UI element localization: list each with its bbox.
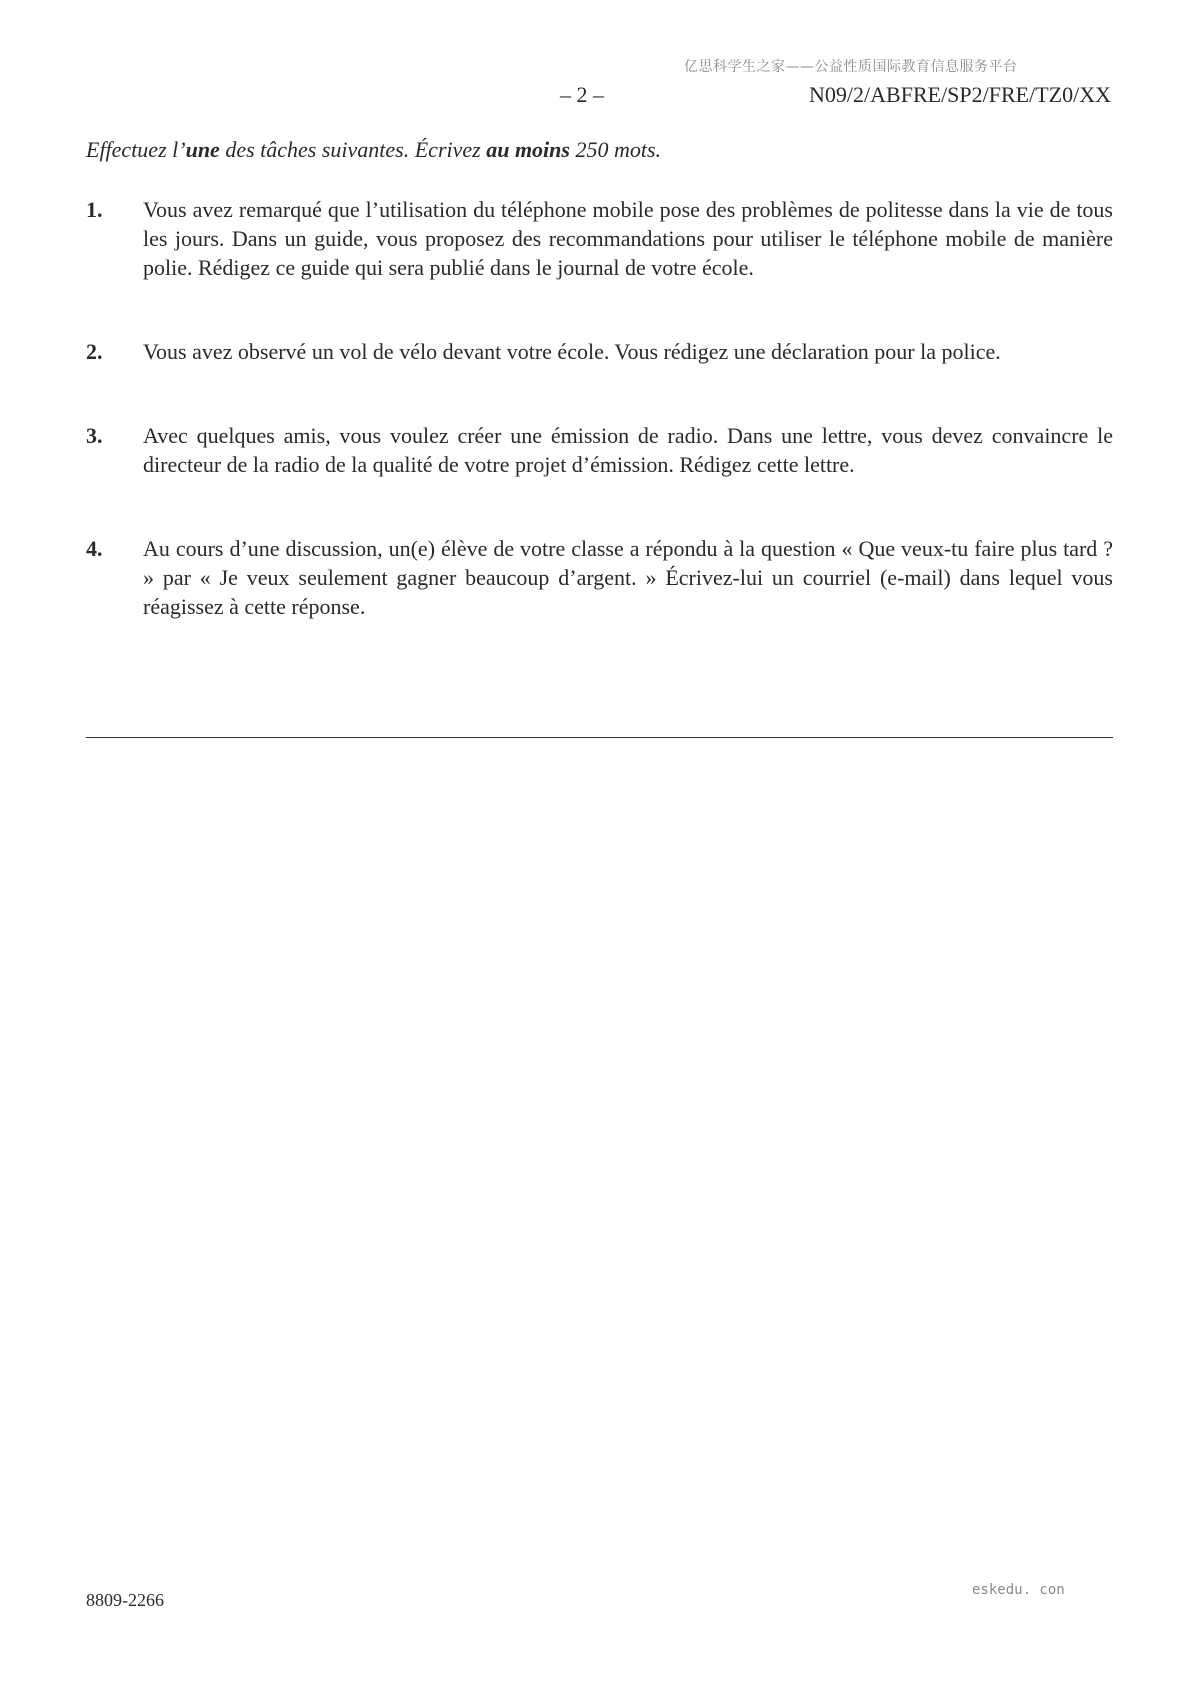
instruction-bold-1: une — [185, 137, 220, 162]
exam-code: N09/2/ABFRE/SP2/FRE/TZ0/XX — [809, 82, 1111, 107]
question-number: 4. — [86, 536, 103, 561]
horizontal-rule — [86, 737, 1113, 738]
bottom-watermark: eskedu. con — [972, 1582, 1065, 1598]
question-text: Au cours d’une discussion, un(e) élève de votre classe a répondu à la question « Que veux-tu faire plus tard ? » par « Je veux seulement gagner beaucoup d’argent. » Écrivez-lui un courriel (e-mail) dans lequel vous réagissez à cette réponse. — [143, 536, 1113, 619]
question-item — [86, 195, 1113, 282]
page-number: – 2 – — [560, 82, 604, 107]
instruction-part-2: des tâches suivantes. Écrivez — [219, 137, 487, 162]
footer-code: 8809-2266 — [86, 1590, 164, 1610]
question-text: Vous avez observé un vol de vélo devant votre école. Vous rédigez une déclaration pour la police. — [143, 339, 1001, 364]
question-number: 2. — [86, 339, 103, 364]
instruction-part-1: Effectuez l’ — [86, 137, 186, 162]
instruction-bold-2: au moins — [486, 137, 570, 162]
question-item — [86, 337, 1113, 366]
question-item — [86, 421, 1113, 479]
question-number: 3. — [86, 423, 103, 448]
question-list — [86, 195, 1113, 621]
question-text: Vous avez remarqué que l’utilisation du téléphone mobile pose des problèmes de politesse dans la vie de tous les jours. Dans un guide, vous proposez des recommandations pour utiliser le téléphone mobile de manière polie. Rédigez ce guide qui sera publié dans le journal de votre école. — [143, 197, 1113, 280]
instruction-line — [86, 137, 661, 163]
question-item — [86, 534, 1113, 621]
question-number: 1. — [86, 197, 103, 222]
instruction-part-3: 250 mots. — [569, 137, 662, 162]
question-text: Avec quelques amis, vous voulez créer une émission de radio. Dans une lettre, vous devez convaincre le directeur de la radio de la qualité de votre projet d’émission. Rédigez cette lettre. — [143, 423, 1113, 477]
top-watermark: 亿思科学生之家——公益性质国际教育信息服务平台 — [684, 59, 1018, 75]
